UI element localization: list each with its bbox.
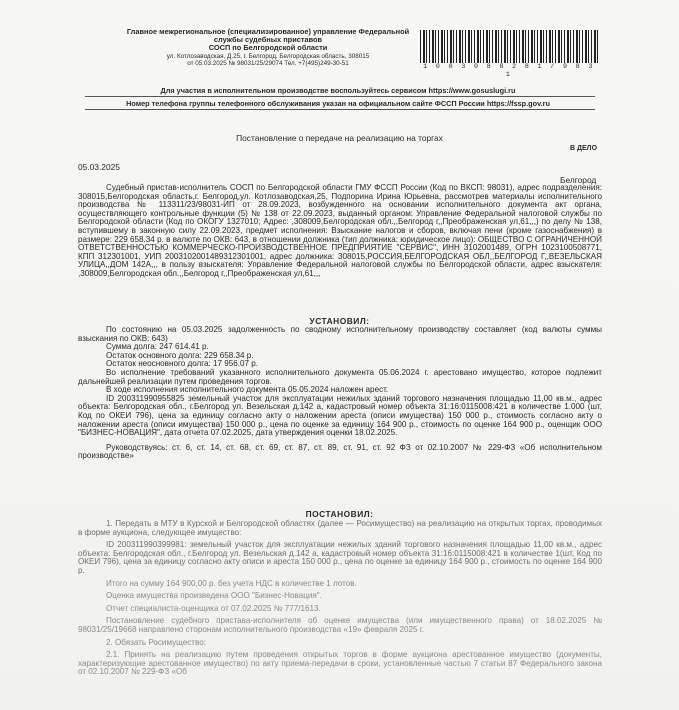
org-line-3: СОСП по Белгородской области [208,43,328,53]
phone-notice: Номер телефона группы телефонного обслуживания указан на официальном сайте ФССП России https://fssp.gov.ru [126,99,550,108]
gosuslugi-notice: Для участия в исполнительном производстве воспользуйтесь сервисом https://www.gosuslugi.ru [160,86,516,95]
divider-line [85,109,595,110]
document-date: 05.03.2025 [78,162,120,172]
post-paragraph-8: 2.1. Принять на реализацию путем проведения открытых торгов в форме аукциона арестованное имущество (документы, характеризующие арестованное имущество) по акту приема-передачи в сроки, установленные частью 7 статьи 87 Федерального закона от 02.10.2007 № 229-ФЗ «Об [78,650,602,677]
debt-main: Остаток основного долга: 229 658.34 р. [106,350,254,360]
v-delo-stamp: В ДЕЛО [570,145,598,152]
post-paragraph-3: Итого на сумму 164 900,00 р. без учета НДС в количестве 1 лотов. [106,578,357,588]
org-line-1: Главное межрегиональное (специализированное) управление Федеральной [126,27,410,36]
post-paragraph-5: Отчет специалиста-оценщика от 07.02.2025 № 777/1613. [106,603,321,613]
ust-paragraph-2: Во исполнение требований указанного исполнительного документа 05.06.2024 г. арестовано имущество, которое подлежит дальнейшей реализации путем проведения торгов. [78,367,602,386]
address-line-1: ул. Котлозаводская, Д.25, г. Белгород, Белгородская область, 308015 [166,52,370,60]
ust-paragraph-4: ID 200311990955825 земельный участок для эксплуатации нежилых зданий торгового назначения площадью 11,00 кв.м., адрес объекта: Белгородская обл., г.Белгород ул. Везельская д.142 а, кадастровый номер объекта 31:16:0115008:421 в количестве 1.000 (шт, Код по ОКЕИ 796), цена за единицу согласно акту о наложении ареста (описи имущества) 150 000 р., стоимость согласно акту о наложении ареста (описи имущества) 150 000 р., цена по оценке за единицу 164 900 р., стоимость по оценке 164 900 р., оценщик ООО "БИЗНЕС-НОВАЦИЯ", дата отчета 07.02.2025, дата утверждения оценки 18.02.2025. [78,393,602,438]
issuer-header [78,28,458,67]
post-paragraph-2: ID 200311990399981: земельный участок для эксплуатации нежилых зданий торгового назначения площадью 11,00 кв.м., адрес объекта: Белгородская обл., г.Белгород ул. Везельская д.142 а, кадастровый номер объекта 31:16:0115008:421 в количестве 1(шт, Код по ОКЕИ 796), цена за единицу согласно акту описи и ареста 150 000 р., цена по оценке за единицу 164 900 р., стоимость по оценке 164 900 р. [78,540,602,575]
address-line-2: от 05.03.2025 № 98031/25/29074 Тел. +7(495)249-30-51 [187,59,349,67]
intro-text: Судебный пристав-исполнитель СОСП по Белгородской области ГМУ ФССП России (Код по ВКСП: 98031), адрес подразделения: 308015,Белгородская область,г. Белгород,ул. Котлозаводская,25, Подпорина Ирина Юрьевна, рассмотрев материалы исполнительного производства № 113311/23/98031-ИП от 28.09.2023, возбужденного на основании исполнительного документа акт органа, осуществляющего контрольные функции (5) № 138 от 22.09.2023, выданный органом: Управление Федеральной налоговой службы по Белгородской области (Код по ОКОГУ 1327010; Адрес: ,308009,Белгородская обл.,,Белгород г,,Преображенская ул,61,,,) по делу № 138, вступившему в законную силу 22.09.2023, предмет исполнения: Взыскание налогов и сборов, включая пени (кроме газоснабжения) в размере: 229 658.34 р. в валюте по ОКВ: 643, в отношении должника (тип должника: юридическое лицо): ОБЩЕСТВО С ОГРАНИЧЕННОЙ ОТВЕТСТВЕННОСТЬЮ КОММЕРЧЕСКО-ПРОИЗВОДСТВЕННОЕ ПРЕДПРИЯТИЕ "СЕРВИС", ИНН 3102001489, ОГРН 1023100508771, КПП 312301001, УИП 2003102001489312301001, адрес должника: 308015,РОССИЯ,БЕЛГОРОДСКАЯ ОБЛ,,БЕЛГОРОД Г,,ВЕЗЕЛЬСКАЯ УЛИЦА,,ДОМ 142А,,, в пользу взыскателя: Управление Федеральной налоговой службы по Белгородской области, адрес взыскателя: ,308009,Белгородская обл.,,Белгород г,,Преображенская ул,61,,, [78,183,602,278]
section-ustanovil: УСТАНОВИЛ: [309,316,370,326]
post-paragraph-4: Оценка имущества произведена ООО "Бизнес-Новация". [106,591,322,601]
ust-paragraph-3: В ходе исполнения исполнительного документа 05.05.2024 наложен арест. [106,385,389,395]
document-title: Постановление о передаче на реализацию на торгах [236,133,443,143]
divider-line [85,96,595,97]
org-line-2: службы судебных приставов [213,35,323,45]
intro-paragraph [78,184,602,279]
debt-nonmain: Остаток неосновного долга: 17 956.07 р. [106,359,259,369]
document-city: Белгород [560,175,597,185]
post-paragraph-6: Постановление судебного пристава-исполнителя об оценке имущества (или имущественного права) от 18.02.2025 № 98031/25/19668 направлено сторонам исполнительного производства «19» февраля 2025 г. [78,616,602,634]
barcode-bars [420,30,598,63]
debt-total: Сумма долга: 247 614.41 р. [106,342,209,352]
section-postanovil: ПОСТАНОВИЛ: [305,509,374,519]
ust-paragraph-5: Руководствуясь: ст. 6, ст. 14, ст. 68, ст. 69, ст. 87, ст. 89, ст. 91, ст. 92 ФЗ от 02.10.2007 № 229-ФЗ «Об исполнительном производстве» [78,442,602,461]
post-paragraph-7: 2. Обязать Росимущество: [106,637,206,647]
barcode-number: 1 0 0 3 0 8 8 2 8 1 / 9 8 3 1 [423,63,595,78]
post-paragraph-1: 1. Передать в МТУ в Курской и Белгородской областях (далее — Росимущество) на реализацию на открытых торгах, проводимых в форме аукциона, следующее имущество: [78,519,602,537]
ust-paragraph-1: По состоянию на 05.03.2025 задолженность по сводному исполнительному производству составляет (код валюты суммы взыскания по ОКВ: 643) [78,325,602,343]
barcode [420,30,598,78]
postanovil-body [78,520,602,677]
ustanovil-body [78,326,602,461]
